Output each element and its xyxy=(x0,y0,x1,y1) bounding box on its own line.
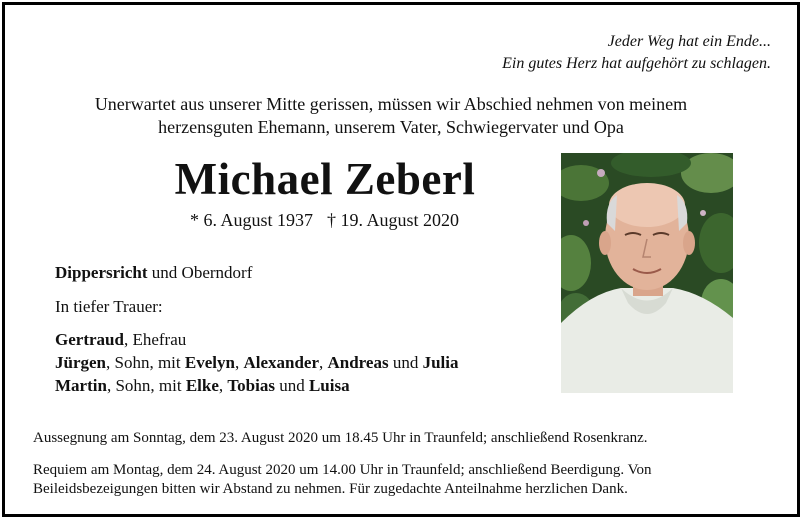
aussegnung-notice: Aussegnung am Sonntag, dem 23. August 2020 um 18.45 Uhr in Traunfeld; anschließend Rosenkranz. xyxy=(33,430,648,446)
family-relation-text: , xyxy=(218,376,228,395)
intro-line-1: Unerwartet aus unserer Mitte gerissen, müssen wir Abschied nehmen von meinem xyxy=(94,94,688,114)
family-relation-text: , xyxy=(318,353,328,372)
family-member-name: Jürgen xyxy=(55,353,106,372)
family-relation-text: , xyxy=(234,353,244,372)
family-line xyxy=(55,351,458,374)
family-member-name: Alexander xyxy=(243,353,319,372)
family-line xyxy=(55,328,458,351)
family-member-name: Tobias xyxy=(227,376,275,395)
portrait-illustration xyxy=(561,153,733,393)
family-member-name: Julia xyxy=(422,353,459,372)
portrait-photo xyxy=(561,153,733,393)
family-relation-text: und xyxy=(388,353,423,372)
family-list xyxy=(55,328,458,397)
intro-line-2: herzensguten Ehemann, unserem Vater, Schwiegervater und Opa xyxy=(158,117,624,137)
family-member-name: Martin xyxy=(55,376,107,395)
family-relation-text: , Sohn, mit xyxy=(106,376,186,395)
family-relation-text: , Ehefrau xyxy=(123,330,187,349)
intro-text xyxy=(5,93,777,139)
family-relation-text: , Sohn, mit xyxy=(106,353,185,372)
family-member-name: Gertraud xyxy=(55,330,124,349)
quote-line-1: Jeder Weg hat ein Ende... xyxy=(607,33,771,50)
place-rest: und Oberndorf xyxy=(147,263,253,282)
mourning-label: In tiefer Trauer: xyxy=(55,297,163,316)
quote-line-2: Ein gutes Herz hat aufgehört zu schlagen. xyxy=(502,55,771,72)
epigraph-quote xyxy=(502,31,771,75)
birth-date: * 6. August 1937 xyxy=(190,210,314,230)
obituary-card xyxy=(2,2,800,517)
life-dates xyxy=(190,210,459,231)
death-date: † 19. August 2020 xyxy=(327,210,460,230)
family-relation-text: und xyxy=(274,376,309,395)
place-line xyxy=(55,263,252,283)
family-member-name: Elke xyxy=(185,376,219,395)
family-line xyxy=(55,374,458,397)
family-member-name: Evelyn xyxy=(184,353,235,372)
deceased-name: Michael Zeberl xyxy=(174,154,476,204)
family-member-name: Andreas xyxy=(327,353,389,372)
requiem-notice: Requiem am Montag, dem 24. August 2020 um 14.00 Uhr in Traunfeld; anschließend Beerdigung. Von Beileidsbezeigungen bitten wir Abstand zu nehmen. Für zugedachte Anteilnahme herzlichen Dank. xyxy=(33,462,652,497)
family-member-name: Luisa xyxy=(308,376,350,395)
place-name: Dippersricht xyxy=(55,263,148,282)
